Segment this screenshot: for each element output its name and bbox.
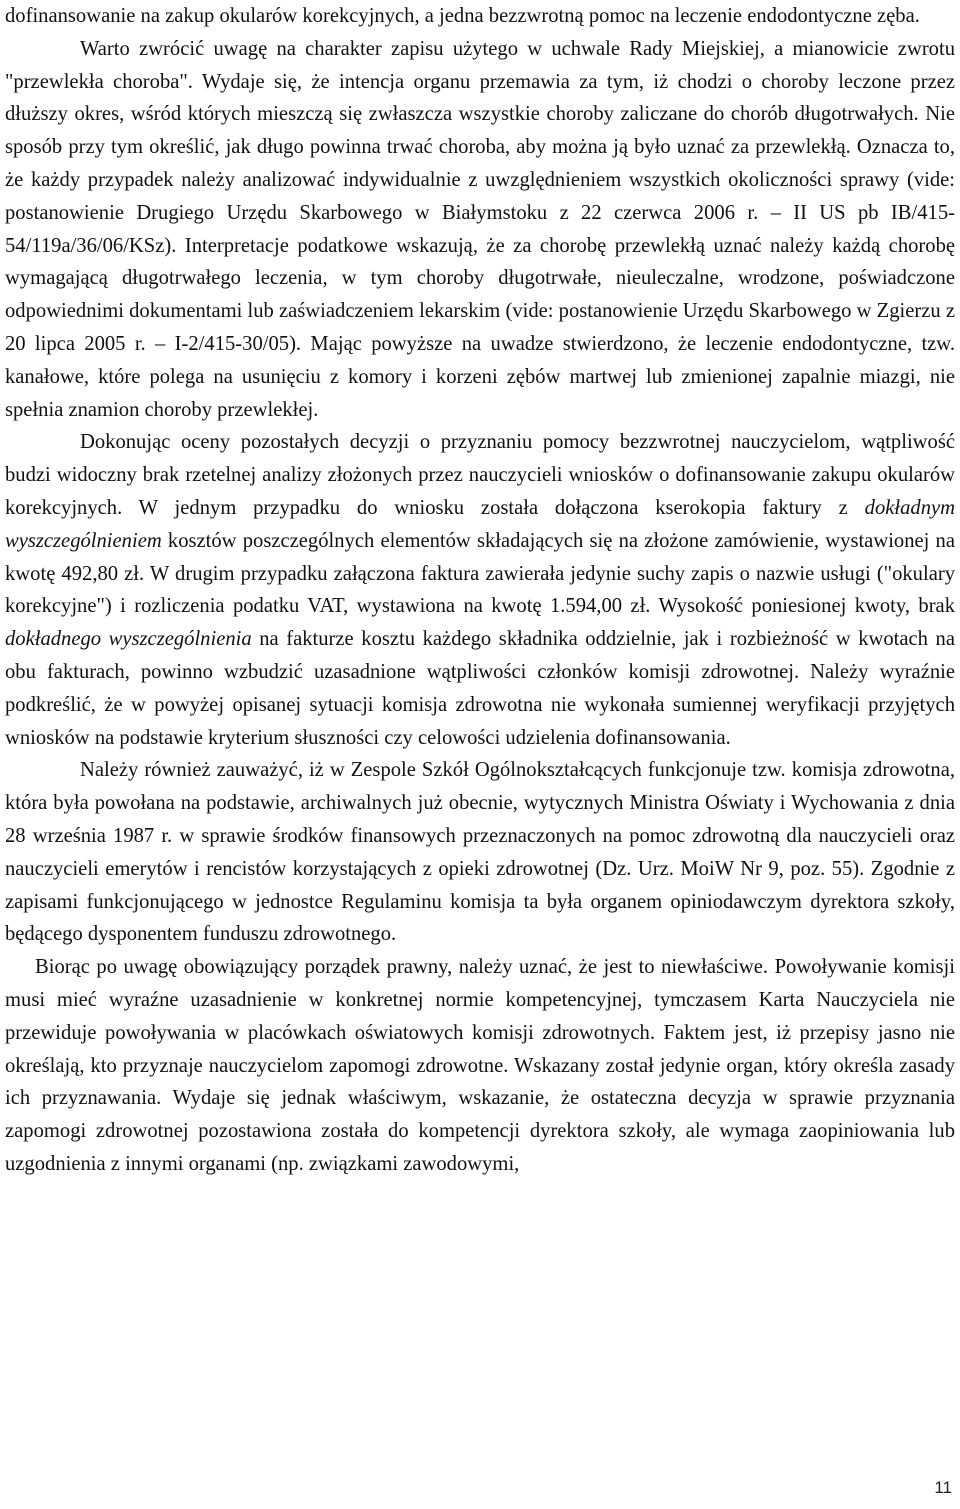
paragraph-3-part-1: Dokonując oceny pozostałych decyzji o przyznaniu pomocy bezzwrotnej nauczycielom, wątpliwość budzi widoczny brak rzetelnej analizy złożonych przez nauczycieli wniosków o dofinansowanie zakupu okularów korekcyjnych. W jednym przypadku do wniosku została dołączona kserokopia faktury z: [5, 431, 955, 519]
paragraph-3-part-3: na fakturze kosztu każdego składnika oddzielnie, jak i rozbieżność w kwotach na obu fakturach, powinno wzbudzić uzasadnione wątpliwości członków komisji zdrowotnej. Należy wyraźnie podkreślić, że w powyżej opisanej sytuacji komisja zdrowotna nie wykonała sumiennej weryfikacji przyjętych wniosków na podstawie kryterium słuszności czy celowości udzielenia dofinansowania.: [5, 628, 955, 749]
page-number: 11: [934, 1478, 952, 1497]
paragraph-3: [5, 426, 955, 754]
paragraph-2: Warto zwrócić uwagę na charakter zapisu użytego w uchwale Rady Miejskiej, a mianowicie zwrotu "przewlekła choroba". Wydaje się, że intencja organu przemawia za tym, iż chodzi o choroby leczone przez dłuższy okres, wśród których mieszczą się zwłaszcza wszystkie choroby zaliczane do chorób długotrwałych. Nie sposób przy tym określić, jak długo powinna trwać choroba, aby można ją było uznać za przewlekłą. Oznacza to, że każdy przypadek należy analizować indywidualnie z uwzględnieniem wszystkich okoliczności sprawy (vide: postanowienie Drugiego Urzędu Skarbowego w Białymstoku z 22 czerwca 2006 r. – II US pb IB/415-54/119a/36/06/KSz). Interpretacje podatkowe wskazują, że za chorobę przewlekłą uznać należy każdą chorobę wymagającą długotrwałego leczenia, w tym choroby długotrwałe, nieuleczalne, wrodzone, poświadczone odpowiednimi dokumentami lub zaświadczeniem lekarskim (vide: postanowienie Urzędu Skarbowego w Zgierzu z 20 lipca 2005 r. – I-2/415-30/05). Mając powyższe na uwadze stwierdzono, że leczenie endodontyczne, tzw. kanałowe, które polega na usunięciu z komory i korzeni zębów martwej lub zmienionej zapalnie miazgi, nie spełnia znamion choroby przewlekłej.: [5, 37, 955, 421]
paragraph-1: dofinansowanie na zakup okularów korekcyjnych, a jedna bezzwrotną pomoc na leczenie endodontyczne zęba.: [5, 5, 920, 27]
paragraph-3-emphasis-2: dokładnego wyszczególnienia: [5, 628, 252, 651]
paragraph-3-part-2: kosztów poszczególnych elementów składających się na złożone zamówienie, wystawionej na kwotę 492,80 zł. W drugim przypadku załączona faktura zawierała jedynie suchy zapis o nazwie usługi ("okulary korekcyjne") i rozliczenia podatku VAT, wystawiona na kwotę 1.594,00 zł. Wysokość poniesionej kwoty, brak: [5, 529, 955, 618]
paragraph-4: Należy również zauważyć, iż w Zespole Szkół Ogólnokształcących funkcjonuje tzw. komisja zdrowotna, która była powołana na podstawie, archiwalnych już obecnie, wytycznych Ministra Oświaty i Wychowania z dnia 28 września 1987 r. w sprawie środków finansowych przeznaczonych na pomoc zdrowotną dla nauczycieli oraz nauczycieli emerytów i rencistów korzystających z opieki zdrowotnej (Dz. Urz. MoiW Nr 9, poz. 55). Zgodnie z zapisami funkcjonującego w jednostce Regulaminu komisja ta była organem opiniodawczym dyrektora szkoły, będącego dysponentem funduszu zdrowotnego.: [5, 759, 955, 946]
document-page: [5, 0, 955, 1509]
paragraph-3-emphasis-1: dokładnym wyszczególnieniem: [5, 496, 955, 552]
paragraph-5: Biorąc po uwagę obowiązujący porządek prawny, należy uznać, że jest to niewłaściwe. Powoływanie komisji musi mieć wyraźne uzasadnienie w konkretnej normie kompetencyjnej, tymczasem Karta Nauczyciela nie przewiduje powoływania w placówkach oświatowych komisji zdrowotnych. Faktem jest, iż przepisy jasno nie określają, kto przyznaje nauczycielom zapomogi zdrowotne. Wskazany został jedynie organ, który określa zasady ich przyznawania. Wydaje się jednak właściwym, wskazanie, że ostateczna decyzja w sprawie przyznania zapomogi zdrowotnej pozostawiona została do kompetencji dyrektora szkoły, ale wymaga zaopiniowania lub uzgodnienia z innymi organami (np. związkami zawodowymi,: [5, 956, 955, 1175]
